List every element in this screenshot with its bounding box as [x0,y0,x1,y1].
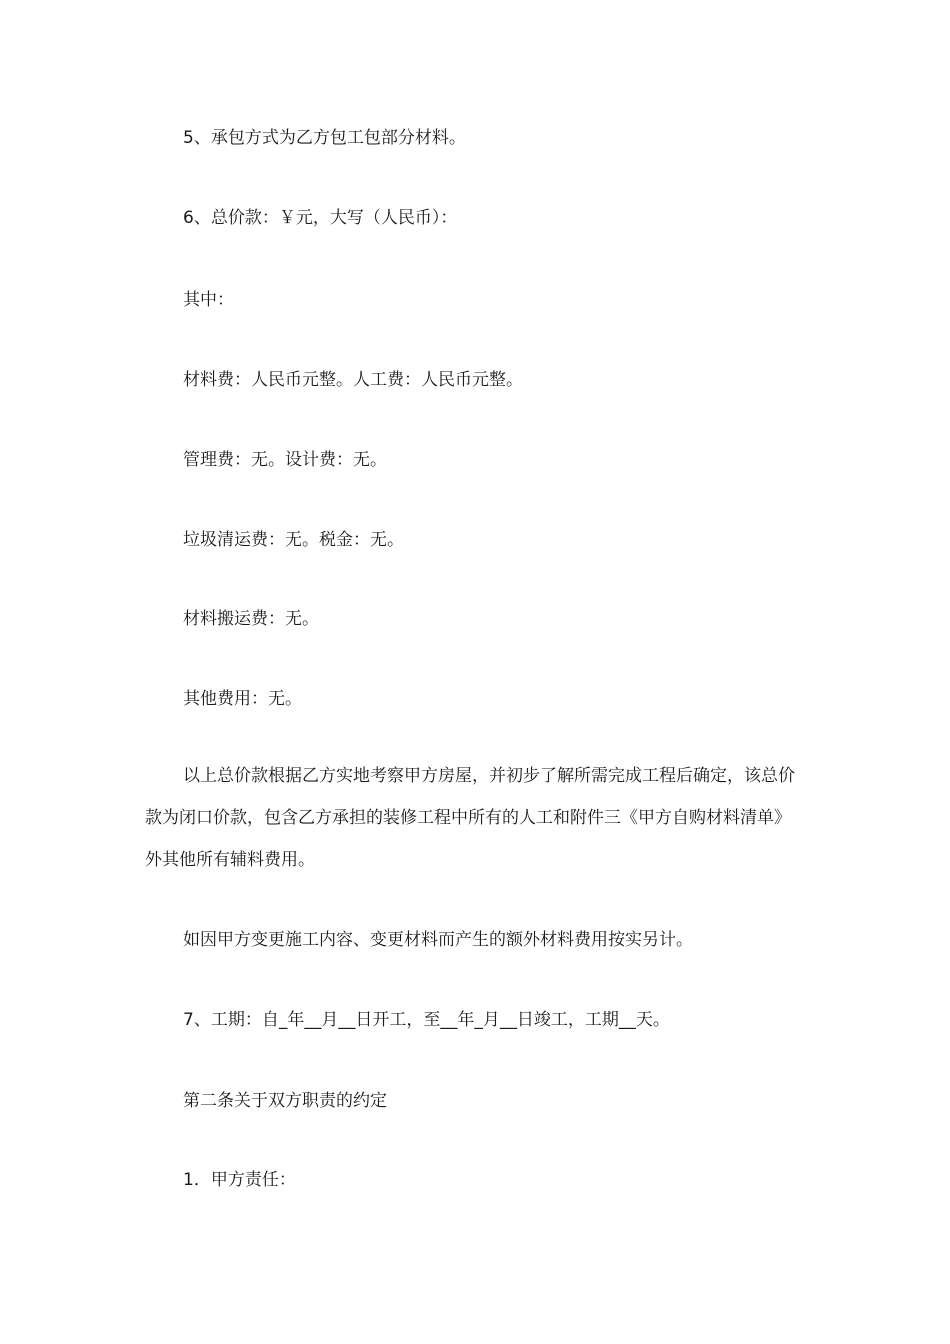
article-2-heading: 第二条关于双方职责的约定 [183,1091,387,1111]
among-them-label: 其中： [183,290,234,310]
material-labor-fee-line: 材料费：人民币元整。人工费：人民币元整。 [183,370,523,390]
price-summary-paragraph: 以上总价款根据乙方实地考察甲方房屋，并初步了解所需完成工程后确定，该总价款为闭口价款，包含乙方承担的装修工程中所有的人工和附件三《甲方自购材料清单》外其他所有辅料费用。 [145,766,795,870]
clause-5-contract-method: 5、承包方式为乙方包工包部分材料。 [183,128,466,148]
garbage-tax-fee-line: 垃圾清运费：无。税金：无。 [183,530,404,550]
clause-6-total-price: 6、总价款：￥元，大写（人民币）： [183,208,458,228]
clause-7-duration: 7、工期：自_年__月__日开工，至__年_月__日竣工，工期__天。 [183,1010,670,1030]
party-a-responsibility-heading: 1．甲方责任： [183,1170,296,1190]
material-transport-fee-line: 材料搬运费：无。 [183,609,319,629]
other-fee-line: 其他费用：无。 [183,689,302,709]
change-cost-line: 如因甲方变更施工内容、变更材料而产生的额外材料费用按实另计。 [183,930,693,950]
management-design-fee-line: 管理费：无。设计费：无。 [183,450,387,470]
